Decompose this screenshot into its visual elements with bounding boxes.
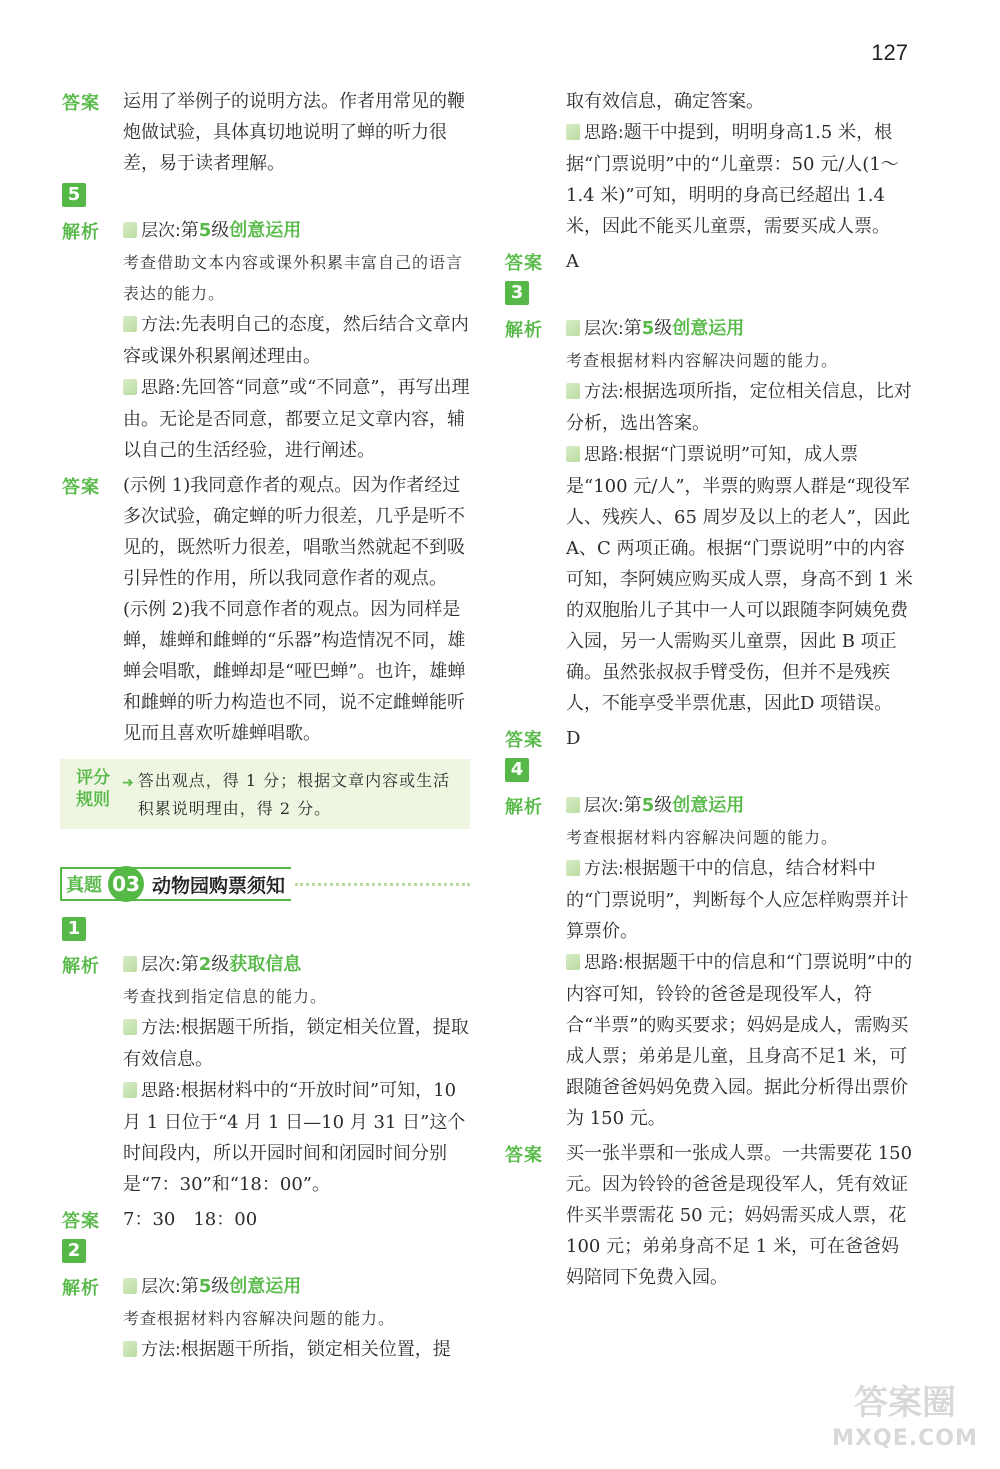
section-number: 03 [108, 866, 144, 902]
q1-skill: 考查找到指定信息的能力。 [123, 987, 328, 1006]
analysis-tag: 解析 [62, 956, 100, 977]
scoring-rule-text: 答出观点，得 1 分；根据文章内容或生活积累说明理由，得 2 分。 [137, 771, 451, 818]
q4-answer-block [503, 1138, 913, 1293]
scoring-rule-label: 评分 规则 [76, 768, 110, 810]
question-number-1: 1 [62, 917, 86, 941]
q5-level-line: 层次:第5级创意运用 [123, 215, 470, 247]
analysis-tag: 解析 [505, 320, 543, 341]
q5-answer-example-1: (示例 1)我同意作者的观点。因为作者经过多次试验，确定蝉的听力很差，几乎是听不见的，既然听力很差，唱歌当然就起不到吸引异性的作用，所以我同意作者的观点。 [123, 475, 465, 589]
q1-answer-text: 7：30 18：00 [123, 1209, 258, 1230]
order-mark-1-icon [123, 1278, 137, 1294]
q5-skill: 考查借助文本内容或课外积累丰富自己的语言表达的能力。 [123, 253, 464, 303]
order-mark-1-icon [566, 797, 580, 813]
section-title: 动物园购票须知 [152, 874, 286, 897]
q2-answer-text: A [566, 251, 579, 272]
answer-tag: 答案 [505, 253, 543, 274]
watermark-text: 答案圈 [854, 1383, 956, 1423]
q4-answer-block [60, 86, 470, 179]
answer-tag: 答案 [62, 93, 100, 114]
q4-answer-text: 买一张半票和一张成人票。一共需要花 150 元。因为铃铃的爸爸是现役军人，凭有效证件买半票需花 50 元；妈妈需买成人票，花 100 元；弟弟身高不足 1 米，可在爸爸妈妈陪同下免费入园。 [566, 1143, 913, 1288]
q4-skill: 考查根据材料内容解决问题的能力。 [566, 828, 839, 847]
q4-thinking: 思路:根据题干中的信息和“门票说明”中的内容可知，铃铃的爸爸是现役军人，符合“半票”的购买要求；妈妈是成人，需购买成人票；弟弟是儿童，且身高不足1 米，可跟随爸爸妈妈免费入园。据此分析得出票价为 150 元。 [566, 952, 913, 1129]
answer-tag: 答案 [505, 1145, 543, 1166]
q2-continued-block [503, 86, 913, 242]
order-mark-1-icon [566, 320, 580, 336]
section-header [60, 863, 470, 905]
question-number-3: 3 [505, 281, 529, 305]
scoring-rule-box [60, 759, 470, 829]
order-mark-3-icon [566, 124, 580, 140]
q1-level-line: 层次:第2级获取信息 [123, 949, 470, 981]
q5-thinking: 思路:先回答“同意”或“不同意”，再写出理由。无论是否同意，都要立足文章内容，辅以自己的生活经验，进行阐述。 [123, 377, 470, 461]
q3-method: 方法:根据选项所指，定位相关信息，比对分析，选出答案。 [566, 381, 912, 434]
q1-method: 方法:根据题干所指，锁定相关位置，提取有效信息。 [123, 1017, 469, 1070]
q3-answer-block [503, 723, 913, 754]
order-mark-2-icon [123, 1019, 137, 1035]
q4-level-line: 层次:第5级创意运用 [566, 790, 913, 822]
q2-analysis-block [60, 1271, 470, 1366]
watermark-logo [830, 1375, 980, 1451]
q3-analysis-block [503, 313, 913, 719]
q4-answer-text: 运用了举例子的说明方法。作者用常见的鞭炮做试验，具体真切地说明了蝉的听力很差，易于读者理解。 [123, 91, 465, 174]
order-mark-3-icon [566, 446, 580, 462]
q2-level-line: 层次:第5级创意运用 [123, 1271, 470, 1303]
q1-analysis-block [60, 949, 470, 1200]
analysis-tag: 解析 [62, 1278, 100, 1299]
section-badge [60, 867, 291, 901]
q3-level-line: 层次:第5级创意运用 [566, 313, 913, 345]
left-column [60, 86, 470, 1370]
order-mark-2-icon [123, 1341, 137, 1357]
zhenti-label: 真题 [66, 875, 102, 896]
q3-skill: 考查根据材料内容解决问题的能力。 [566, 351, 839, 370]
order-mark-1-icon [123, 222, 137, 238]
q3-answer-text: D [566, 728, 581, 749]
q5-method: 方法:先表明自己的态度，然后结合文章内容或课外积累阐述理由。 [123, 314, 469, 367]
q5-analysis-block [60, 215, 470, 466]
order-mark-2-icon [566, 860, 580, 876]
order-mark-3-icon [123, 1082, 137, 1098]
q5-answer-example-2: (示例 2)我不同意作者的观点。因为同样是蝉，雄蝉和雌蝉的“乐器”构造情况不同，雄蝉会唱歌，雌蝉却是“哑巴蝉”。也许，雄蝉和雌蝉的听力构造也不同，说不定雌蝉能听见而且喜欢听雄蝉唱歌。 [123, 599, 466, 744]
watermark-url: MXQE.COM [832, 1426, 978, 1451]
page-number: 127 [871, 40, 908, 65]
answer-tag: 答案 [505, 730, 543, 751]
answer-tag: 答案 [62, 477, 100, 498]
q4-analysis-block [503, 790, 913, 1134]
q1-thinking: 思路:根据材料中的“开放时间”可知，10 月 1 日位于“4 月 1 日—10 月 31 日”这个时间段内，所以开园时间和闭园时间分别是“7：30”和“18：00”。 [123, 1080, 466, 1195]
arrow-right-icon: ➜ [122, 775, 134, 791]
q2-thinking: 思路:题干中提到，明明身高1.5 米，根据“门票说明”中的“儿童票：50 元/人(1～1.4 米)”可知，明明的身高已经超出 1.4 米，因此不能买儿童票，需要买成人票。 [566, 122, 899, 237]
order-mark-3-icon [123, 379, 137, 395]
q1-answer-block [60, 1204, 470, 1235]
order-mark-2-icon [566, 383, 580, 399]
q2-method-continued: 取有效信息，确定答案。 [566, 91, 764, 112]
answer-tag: 答案 [62, 1211, 100, 1232]
order-mark-1-icon [123, 956, 137, 972]
question-number-5: 5 [62, 183, 86, 207]
analysis-tag: 解析 [62, 222, 100, 243]
dotted-divider [295, 883, 470, 886]
q2-skill: 考查根据材料内容解决问题的能力。 [123, 1309, 396, 1328]
right-column [503, 86, 913, 1297]
q2-answer-block [503, 246, 913, 277]
question-number-4: 4 [505, 758, 529, 782]
q5-answer-block [60, 470, 470, 749]
q4-method: 方法:根据题干中的信息，结合材料中的“门票说明”，判断每个人应怎样购票并计算票价。 [566, 858, 909, 942]
q2-method: 方法:根据题干所指，锁定相关位置，提 [123, 1334, 470, 1366]
q3-thinking: 思路:根据“门票说明”可知，成人票是“100 元/人”，半票的购票人群是“现役军人、残疾人、65 周岁及以上的老人”，因此 A、C 两项正确。根据“门票说明”中的内容可知，李阿姨应购买成人票，身高不到 1 米的双胞胎儿子其中一人可以跟随李阿姨免费入园，另一人需购买儿童票，因此 B 项正确。虽然张叔叔手臂受伤，但并不是残疾人，不能享受半票优惠，因此D 项错误。 [566, 444, 913, 714]
order-mark-3-icon [566, 954, 580, 970]
order-mark-2-icon [123, 316, 137, 332]
analysis-tag: 解析 [505, 797, 543, 818]
question-number-2: 2 [62, 1239, 86, 1263]
